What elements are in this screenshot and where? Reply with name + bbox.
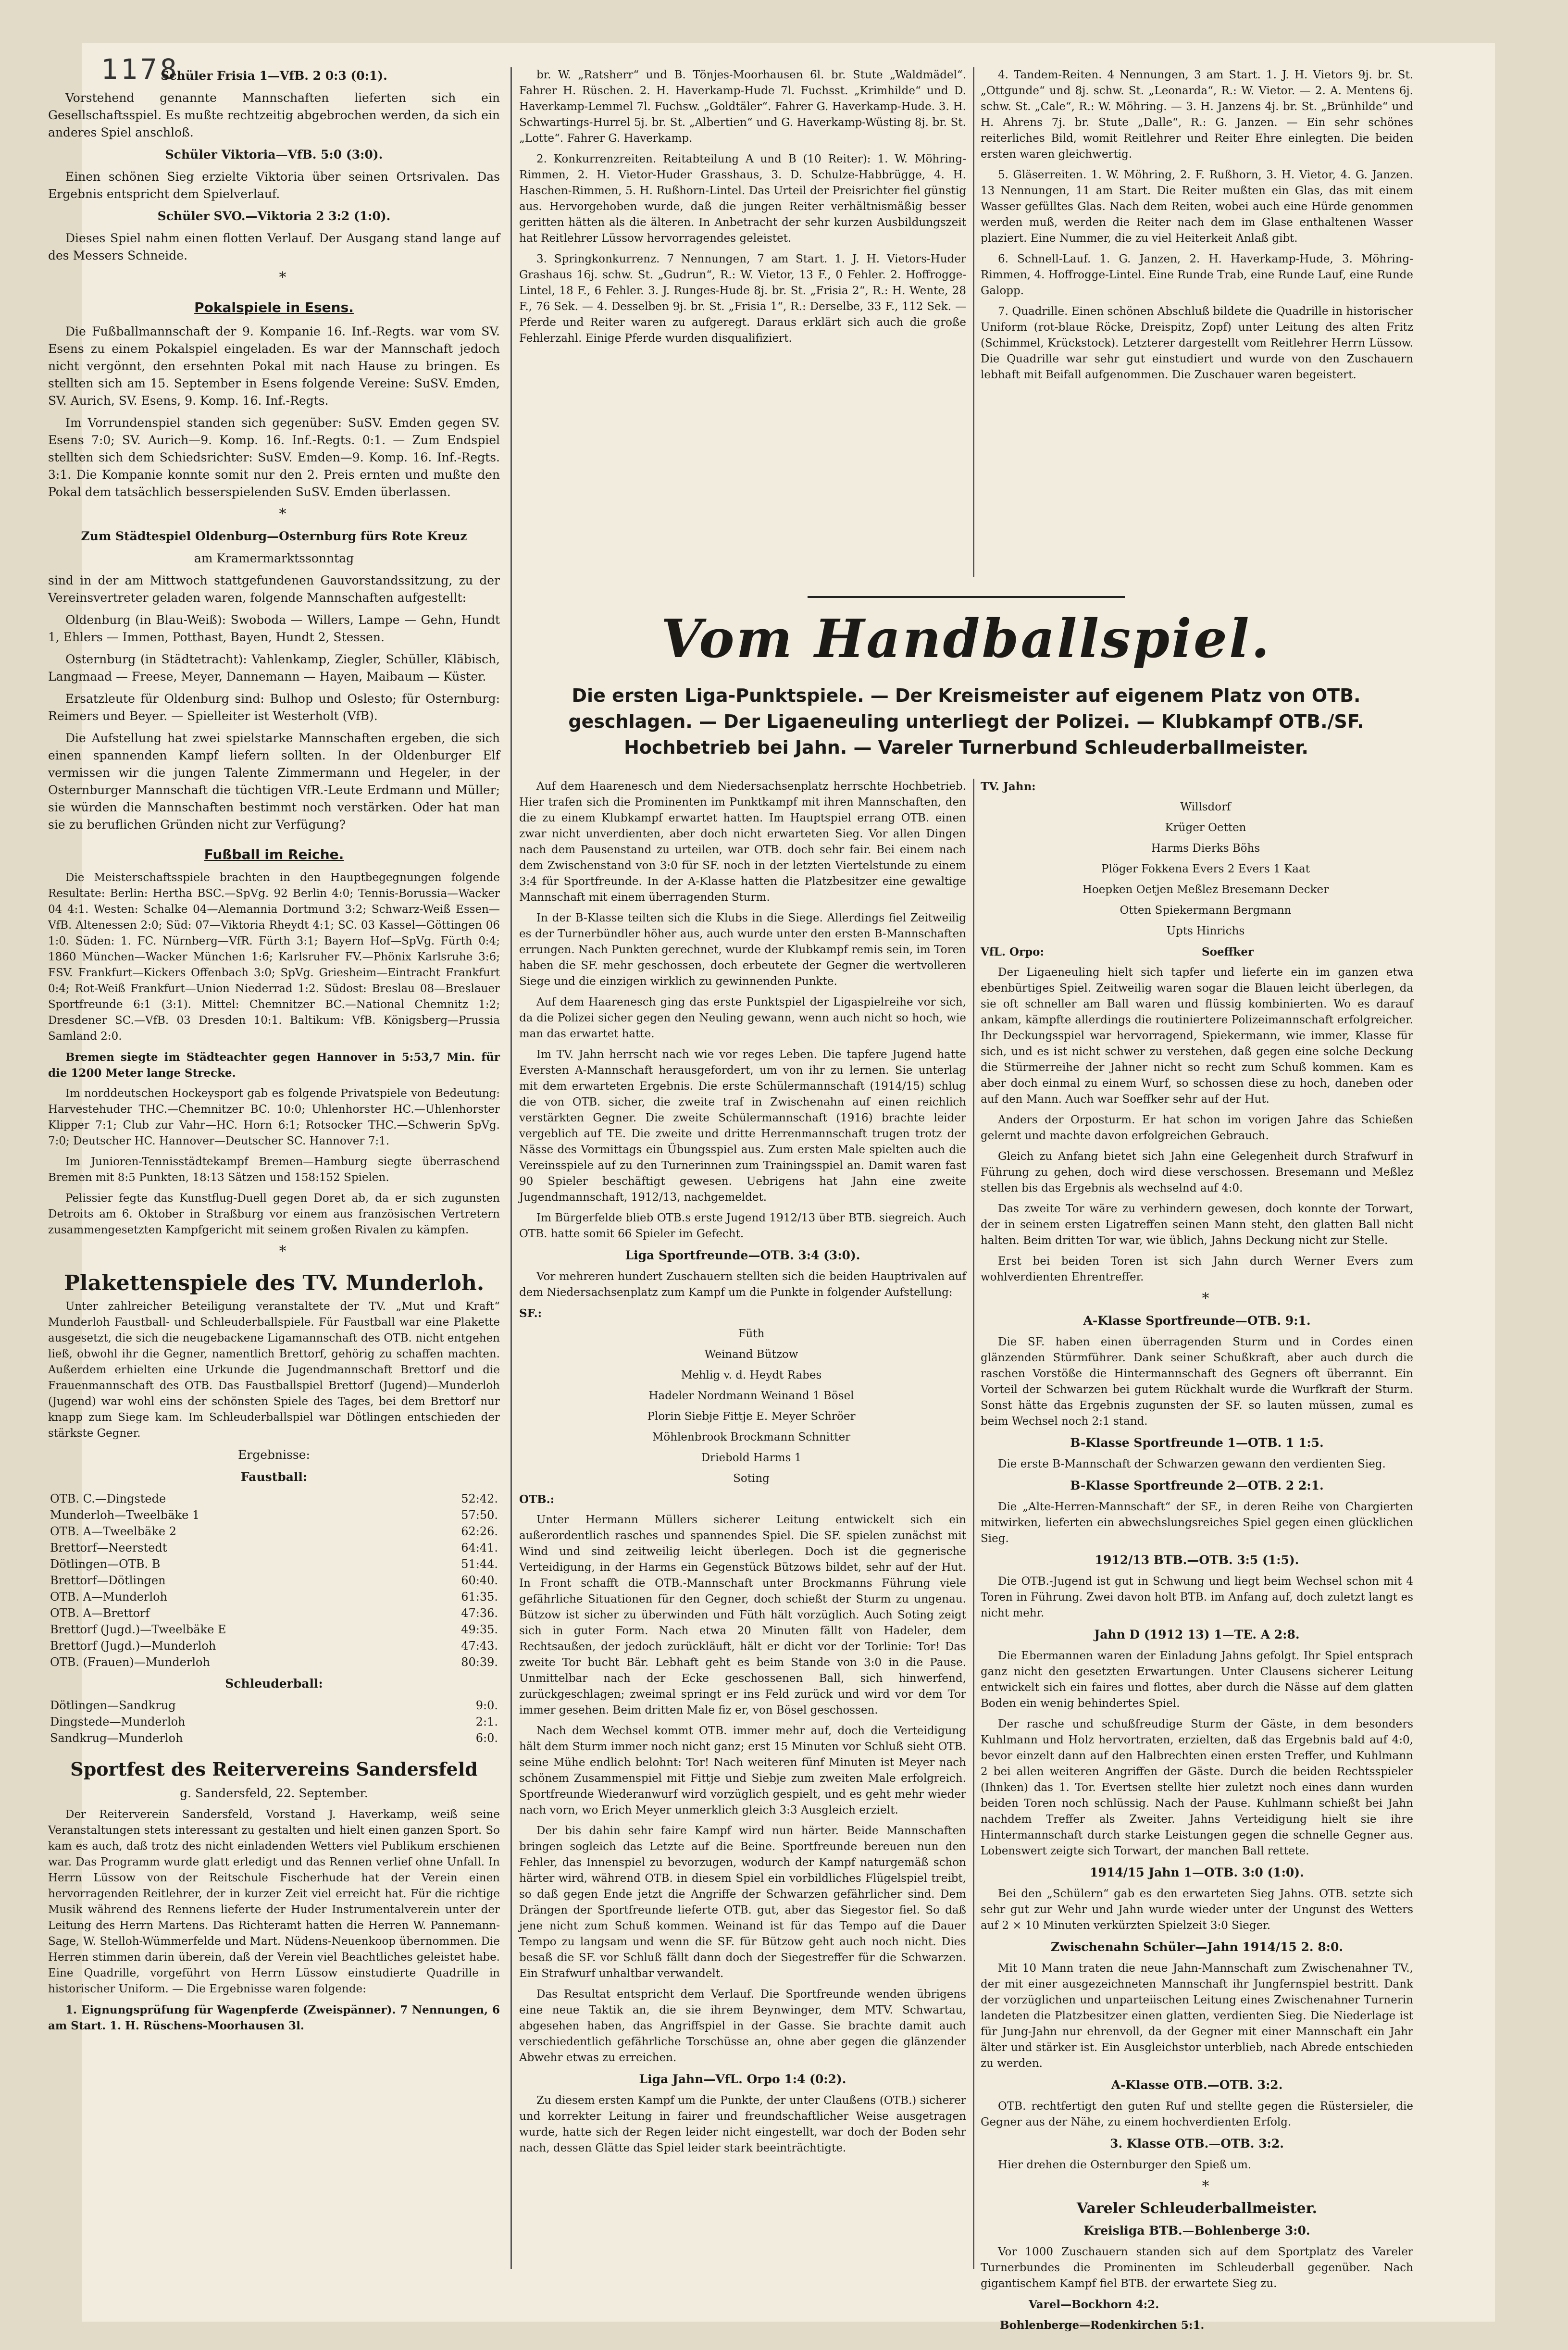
column-middle-bottom [519,779,966,2269]
article-paragraph: Unter zahlreicher Beteiligung veranstaltete der TV. „Mut und Kraft“ Munderloh Faustball- und Schleuderballspiele. Für Faustball war eine Plakette ausgesetzt, die sich die neugebackene Ligamannschaft des OTB. nicht entgehen ließ, obwohl ihr die Gegner, namentlich Brettorf, gehörig zu schaffen machten. Außerdem erhielten eine Urkunde die Jugendmannschaft Brettorf und die Frauenmannschaft des OTB. Das Faustballspiel Brettorf (Jugend)—Munderloh (Jugend) war wohl eins der schönsten Spiele des Tages, bei dem Brettorf nur knapp zum Siege kam. Im Schleuderballspiel war Dötlingen entschieden der stärkste Gegner. [48,1300,500,1440]
article-paragraph: 6. Schnell-Lauf. 1. G. Janzen, 2. H. Haverkamp-Hude, 3. Möhring-Rimmen, 4. Hoffrogge-Lintel. Eine Runde Trab, eine Runde Lauf, eine Runde Galopp. [981,253,1413,297]
result-match: Brettorf—Neerstedt [50,1541,167,1554]
article-paragraph: Der bis dahin sehr faire Kampf wird nun härter. Beide Mannschaften bringen sogleich das Letzte auf die Beine. Sportfreunde bereuen nun den Fehler, das Innenspiel zu bevorzugen, wodurch der Kampf naturgemäß schon härter wird, während OTB. in diesem Spiel ein vorbildliches Flügelspiel treibt, so daß gegen Ende jetzt die Angriffe der Schwarzen gefährlicher sind. Dem Drängen der Sportfreunde lieferte OTB. gut, aber das Siegestor fiel. So daß jene nicht zum Schuß kommen. Weinand ist für das Tempo auf die Dauer Tempo zu langsam und wenn die SF. für Bützow geht auch noch nicht. Dies besaß die SF. vor Schluß fällt dann doch der Siegestreffer für die Schwarzen. Ein Strafwurf unhaltbar verwandelt. [519,1825,966,1980]
result-match: OTB. A—Tweelbäke 2 [50,1525,177,1538]
match-heading: Liga Jahn—VfL. Orpo 1:4 (0:2). [639,2072,846,2086]
article-paragraph: Unter Hermann Müllers sicherer Leitung entwickelt sich ein außerordentlich rasches und spannendes Spiel. Die SF. spielen zunächst mit Wind und sind zeitweilig leicht überlegen. Doch ist die gegnerische Verteidigung, in der Harms ein Gegenstück Bützows bildet, sehr auf der Hut. In Front schafft die OTB.-Mannschaft unter Brockmanns Führung viele gefährliche Situationen für den Gegner, doch schießt der Sturm zu ungenau. Bützow ist sicher zu überwinden und Füth hält vorzüglich. Auch Soting zeigt sich in guter Form. Nach etwa 20 Minuten fällt von Hadeler, dem Rechtsaußen, der jedoch zurückläuft, hält er dicht vor der Torlinie: Tor! Das zweite Tor bucht Bär. Lebhaft geht es beim Stande von 3:0 in die Pause. Unmittelbar nach der Ecke geschossenen Ball, sich hinwerfend, zurückgeschlagen; zweimal springt er ins Feld zurück und wird vor dem Tor immer gesehen. Beim dritten Male fiz er, von Bösel geschossen. [519,1514,966,1716]
article-paragraph: Die Meisterschaftsspiele brachten in den Hauptbegegnungen folgende Resultate: Berlin: Hertha BSC.—SpVg. 92 Berlin 4:0; Tennis-Borussia—Wacker 04 4:1. Westen: Schalke 04—Alemannia Dortmund 3:2; Schwarz-Weiß Essen—VfB. Altenessen 2:0; Süd: 07—Viktoria Rheydt 4:1; SC. 03 Kassel—Göttingen 06 1:0. Süden: 1. FC. Nürnberg—VfR. Fürth 3:1; Bayern Hof—SpVg. Fürth 0:4; 1860 München—Wacker München 1:6; Karlsruher FV.—Phönix Karlsruhe 3:6; FSV. Frankfurt—Kickers Offenbach 3:0; SpVg. Griesheim—Eintracht Frankfurt 0:4; Rot-Weiß Frankfurt—Union Niederrad 1:2. Südost: Breslau 08—Breslauer Sportfreunde 6:1 (3:1). Mittel: Chemnitzer BC.—National Chemnitz 1:2; Dresdener SC.—VfB. 03 Dresden 10:1. Baltikum: VfB. Königsberg—Prussia Samland 2:0. [48,871,500,1043]
section-subheading: am Kramermarktssonntag [194,551,354,565]
article-paragraph: Die OTB.-Jugend ist gut in Schwung und liegt beim Wechsel schon mit 4 Toren in Führung. Zwei davon holt BTB. im Anfang auf, doch zuletzt langt es nicht mehr. [981,1575,1413,1619]
section-heading-munderloh: Plakettenspiele des TV. Munderloh. [63,1271,485,1295]
article-paragraph: Mit 10 Mann traten die neue Jahn-Mannschaft zum Zwischenahner TV., der mit einer ausgezeichneten Mannschaft ihr Jungfernspiel bestritt. Dank der vorzüglichen und unparteiischen Leitung eines Zwischenahner Turnerin landeten die Platzbesitzer einen glatten, verdienten Sieg. Die Niederlage ist für Jung-Jahn nur ehrenvoll, da der Gegner mit einer Mannschaft ein Jahr älter und stärker ist. Ein Ausgleichstor unterblieb, nach Abrede entschieden zu werden. [981,1962,1413,2070]
article-paragraph: Der Reiterverein Sandersfeld, Vorstand J. Haverkamp, weiß seine Veranstaltungen stets interessant zu gestalten und hielt einen ganzen Sport. So kam es auch, daß trotz des nicht einladenden Wetters viel Publikum erschienen war. Das Programm wurde glatt erledigt und das Rennen verlief ohne Unfall. In Herrn Lüssow von der Reitschule Fischerhude hat der Verein einen hervorragenden Reitlehrer, der in kurzer Zeit viel erreicht hat. Für die richtige Musik während des Rennens lieferte der Huder Instrumentalverein unter der Leitung des Herrn Martens. Das Richteramt hatten die Herren W. Pannemann-Sage, W. Stelloh-Wümmerfelde und Mart. Nüdens-Neuenkoop übernommen. Die Herren stimmen darin überein, daß der Verein viel Beachtliches geleistet habe. Eine Quadrille, vorgeführt von Herrn Lüssow einstudierte Quadrille in historischer Uniform. — Die Ergebnisse waren folgende: [48,1808,500,1995]
article-paragraph: 3. Springkonkurrenz. 7 Nennungen, 7 am Start. 1. J. H. Vietors-Huder Grashaus 16j. schw. St. „Gudrun“, R.: W. Vietor, 13 F., 0 Fehler. 2. Hoffrogge-Lintel, 18 F., 6 Fehler. 3. J. Runges-Hude 8j. br. St. „Frisia 2“, R.: H. Wente, 28 F., 76 Sek. — 4. Desselben 9j. br. St. „Frisia 1“, R.: Derselbe, 33 F., 112 Sek. — Pferde und Reiter waren zu aufgeregt. Daraus erklärt sich auch die große Fehlerzahl. Einige Pferde wurden disqualifiziert. [519,253,966,345]
lineup-row: Upts Hinrichs [1166,925,1245,937]
match-heading: 3. Klasse OTB.—OTB. 3:2. [1110,2137,1284,2151]
article-paragraph: sind in der am Mittwoch stattgefundenen Gauvorstandssitzung, zu der Vereinsvertreter geladen waren, folgende Mannschaften aufgestellt: [48,573,500,605]
result-match: OTB. C.—Dingstede [50,1492,166,1505]
lineup-goalkeeper: Soeffker [1202,945,1254,958]
result-score: 61:35. [461,1590,498,1604]
section-separator: * [1202,1290,1209,1307]
article-paragraph: Vor mehreren hundert Zuschauern stellten sich die beiden Hauptrivalen auf dem Niedersachsenplatz zum Kampf um die Punkte in folgender Aufstellung: [519,1270,966,1299]
section-heading-vareler: Vareler Schleuderballmeister. [1076,2200,1318,2217]
article-paragraph: Bei den „Schülern“ gab es den erwarteten Sieg Jahns. OTB. setzte sich sehr gut zur Wehr und Jahn wurde wieder unter der Ungunst des Wetters auf 2 × 10 Minuten verkürzten Spielzeit 3:0 Sieger. [981,1888,1413,1932]
section-separator: * [279,269,286,286]
article-paragraph: 4. Tandem-Reiten. 4 Nennungen, 3 am Start. 1. J. H. Vietors 9j. br. St. „Ottgunde“ und 8j. schw. St. „Leonarda“, R.: W. Vietor. — 2. A. Mentens 6j. schw. St. „Cale“, R.: W. Möhring. — 3. H. Janzens 4j. br. St. „Brünhilde“ und H. Ahrens 7j. br. Stute „Dalle“, R.: G. Janzen. — Ein sehr schönes reiterliches Bild, womit Reitlehrer und Reiter Ehre einlegten. Die beiden ersten waren gleichwertig. [981,69,1413,161]
result-score: 2:1. [475,1715,498,1728]
article-paragraph: Im norddeutschen Hockeysport gab es folgende Privatspiele von Bedeutung: Harvestehuder THC.—Chemnitzer BC. 10:0; Uhlenhorster HC.—Uhlenhorster Klipper 7:1; Club zur Vahr—HC. Horn 6:1; Rotsocker THC.—Schwerin SpVg. 7:0; Deutscher HC. Hannover—Deutscher SC. Hannover 7:1. [48,1087,500,1147]
result-match: Brettorf (Jugd.)—Tweelbäke E [50,1623,226,1636]
result-text: Vorstehend genannte Mannschaften lieferten sich ein Gesellschaftsspiel. Es mußte rechtzeitig abgebrochen werden, da sich ein anderes Spiel anschloß. [48,91,500,139]
column-divider [973,779,974,2269]
match-heading: Liga Sportfreunde—OTB. 3:4 (3:0). [625,1248,860,1262]
result-match: Dingstede—Munderloh [50,1715,186,1728]
column-divider [973,67,974,577]
result-row [48,1540,500,1556]
result-heading: Schüler SVO.—Viktoria 2 3:2 (1:0). [157,209,391,223]
result-row [48,1605,500,1621]
result-score: 47:36. [461,1606,498,1620]
result-row [48,1621,500,1638]
match-heading: B-Klasse Sportfreunde 1—OTB. 1 1:5. [1070,1436,1324,1450]
lineup-orpo [981,882,1413,960]
article-paragraph: Im Bürgerfelde blieb OTB.s erste Jugend 1912/13 über BTB. siegreich. Auch OTB. hatte somit 66 Spieler im Gefecht. [519,1212,966,1240]
result-match: OTB. A—Munderloh [50,1590,168,1604]
article-paragraph: Im Vorrundenspiel standen sich gegenüber: SuSV. Emden gegen SV. Esens 7:0; SV. Aurich—9. Komp. 16. Inf.-Regts. 0:1. — Zum Endspiel stellten sich dem Schiedsrichter: SuSV. Emden—9. Komp. 16. Inf.-Regts. 3:1. Die Kompanie konnte somit nur den 2. Preis ernten und mußte den Pokal dem tatsächlich besserspielenden SuSV. Emden überlassen. [48,416,500,499]
article-paragraph: Erst bei beiden Toren ist sich Jahn durch Werner Evers zum wohlverdienten Ehrentreffer. [981,1255,1413,1283]
lineup-row: Mehlig v. d. Heydt Rabes [681,1369,822,1381]
article-paragraph: Anders der Orposturm. Er hat schon im vorigen Jahre das Schießen gelernt und machte davon erfolgreichen Gebrauch. [981,1114,1413,1142]
result-match: Brettorf—Dötlingen [50,1574,166,1587]
lineup-row: Hoepken Oetjen Meßlez Bresemann Decker [1082,883,1329,896]
article-paragraph: Osternburg (in Städtetracht): Vahlenkamp, Ziegler, Schüller, Kläbisch, Langmaad — Freese, Meyer, Dannemann — Hayen, Maibaum — Küster. [48,652,500,684]
article-paragraph: Nach dem Wechsel kommt OTB. immer mehr auf, doch die Verteidigung hält dem Sturm immer noch nicht ganz; erst 15 Minuten vor Schluß sieht OTB. seine Mühe endlich belohnt: Tor! Nach weiteren fünf Minuten ist Meyer nach schönem Zusammenspiel mit Fittje und Siebje zum zweiten Male erfolgreich. Sportfreunde Wiederanwurf wird vorzüglich gespielt, und es geht mehr wieder nach vorn, wo Erich Meyer unmerklich gleich 3:3 Ausgleich erzielt. [519,1725,966,1816]
match-heading: A-Klasse Sportfreunde—OTB. 9:1. [1083,1314,1311,1328]
results-subheading: Schleuderball: [225,1677,323,1691]
article-paragraph: Der rasche und schußfreudige Sturm der Gäste, in dem besonders Kuhlmann und Holz hervortraten, erzielten, daß das Ergebnis bald auf 4:0, bevor einzelt dann auf den Halbrechten einen ersten Treffer, und Kuhlmann 2 bei allen weiteren Angriffen der Gäste. Durch die beiden Rechtsspieler (Ihnken) das 1. Tor. Evertsen stellte hier zuletzt noch eines dann wurden beiden Toren noch schlüssig. Nach der Pause. Kuhlmann schießt bei Jahn nachdem Treffer als Zweiter. Jahns Verteidigung hielt sie ihre Hintermannschaft durch starke Leistungen gegen die schnelle Gegner aus. Lobenswert zeigte sich Torwart, der manchen Ball rettete. [981,1718,1413,1857]
article-paragraph: Die Fußballmannschaft der 9. Kompanie 16. Inf.-Regts. war vom SV. Esens zu einem Pokalspiel eingeladen. Es war der Mannschaft jedoch nicht vergönnt, den ersehnten Pokal mit nach Hause zu bringen. Es stellten sich am 15. September in Esens folgende Vereine: SuSV. Emden, SV. Aurich, SV. Esens, 9. Komp. 16. Inf.-Regts. [48,324,500,408]
article-paragraph: Gleich zu Anfang bietet sich Jahn eine Gelegenheit durch Strafwurf in Führung zu gehen, doch wird diese verschossen. Bresemann und Meßlez stellen bis das Ergebnis als wechselnd auf 4:0. [981,1150,1413,1194]
result-match: OTB. A—Brettorf [50,1606,150,1620]
faustball-results-table [48,1491,500,1670]
match-heading: Kreisliga BTB.—Bohlenberge 3:0. [1083,2224,1310,2238]
lineup-row: Plorin Siebje Fittje E. Meyer Schröer [647,1410,856,1423]
lineup-sf [519,1306,966,1404]
article-paragraph: Auf dem Haarenesch und dem Niedersachsenplatz herrschte Hochbetrieb. Hier trafen sich die Prominenten im Punktkampf mit ihren Mannschaften, den die zu einem Klubkampf erwartet hatten. Im Hauptspiel errang OTB. einen zwar nicht unverdienten, aber doch nicht erwarteten Sieg. Vor allen Dingen nach dem Pausenstand zu urteilen, war OTB. doch sehr fair. Bei einem nach dem Zwischenstand von 3:0 für SF. noch in der letzten Viertelstunde zu einem 3:4 für Sportfreunde. In der A-Klasse hatten die Platzbesitzer eine gewaltige Mannschaft mit einem überragenden Sturm. [519,780,966,904]
result-score: 6:0. [475,1731,498,1745]
match-heading: 1914/15 Jahn 1—OTB. 3:0 (1:0). [1090,1865,1304,1879]
result-match: Brettorf (Jugd.)—Munderloh [50,1639,216,1653]
page-number: 1178 [101,53,180,86]
result-score: 49:35. [461,1623,498,1636]
headline-title: Vom Handballspiel. [661,608,1271,670]
result-score: 51:44. [461,1557,498,1571]
article-paragraph: Vor 1000 Zuschauern standen sich auf dem Sportplatz des Vareler Turnerbundes die Prominenten im Schleuderball gegenüber. Nach gigantischem Kampf fiel BTB. der erwartete Sieg zu. [981,2246,1413,2290]
result-row [48,1491,500,1507]
result-score: 47:43. [461,1639,498,1653]
result-match: Dötlingen—OTB. B [50,1557,161,1571]
result-score: 80:39. [461,1655,498,1669]
section-separator: * [279,1243,286,1260]
lineup-label-text: VfL. Orpo: [981,945,1044,958]
article-paragraph: Der Ligaeneuling hielt sich tapfer und lieferte ein im ganzen etwa ebenbürtiges Spiel. Zeitweilig waren sogar die Blauen leicht überlegen, da sie oft schneller am Ball waren und flüssig kombinierten. Wo es darauf ankam, kämpfte allerdings die routiniertere Polizeimannschaft erfolgreicher. Ihr Deckungsspiel war hervorragend, Spiekermann, wie immer, Klasse für sich, und es ist nicht schwer zu verstehen, daß gegen eine solche Deckung die Stürmerreihe der Jahner nicht so recht zum Schuß kommen. Kam es aber doch einmal zu einem Wurf, so schossen diese zu hoch, daneben oder auf den Mann. Auch war Soeffker sehr auf der Hut. [981,966,1413,1106]
match-heading: Jahn D (1912 13) 1—TE. A 2:8. [1094,1628,1300,1641]
lineup-row: Willsdorf [1180,801,1231,813]
schleuderball-results-table [48,1697,500,1746]
lineup-otb [519,1409,966,1507]
result-match: Munderloh—Tweelbäke 1 [50,1508,200,1522]
result-row [48,1572,500,1589]
lineup-row: Harms Dierks Böhs [1151,842,1260,855]
article-paragraph: 1. Eignungsprüfung für Wagenpferde (Zweispänner). 7 Nennungen, 6 am Start. 1. H. Rüschens-Moorhausen 3l. [48,2003,500,2032]
final-result: Bohlenberge—Rodenkirchen 5:1. [1000,2319,1205,2332]
lineup-row: Driebold Harms 1 [701,1452,802,1464]
match-heading: Zwischenahn Schüler—Jahn 1914/15 2. 8:0. [1050,1940,1344,1954]
column-left [48,67,500,2269]
result-row [48,1654,500,1670]
column-right-bottom [981,779,1413,2332]
result-row [48,1589,500,1605]
result-heading: Schüler Viktoria—VfB. 5:0 (3:0). [165,148,383,162]
result-text: Dieses Spiel nahm einen flotten Verlauf. Der Ausgang stand lange auf des Messers Schneide. [48,231,500,262]
article-paragraph: Die Ebermannen waren der Einladung Jahns gefolgt. Ihr Spiel entsprach ganz nicht den gesetzten Erwartungen. Unter Clausens sicherer Leitung entwickelt sich ein faires und flottes, aber durch die Nässe auf dem glatten Boden ein wenig behindertes Spiel. [981,1650,1413,1710]
result-text: Einen schönen Sieg erzielte Viktoria über seinen Ortsrivalen. Das Ergebnis entspricht dem Spielverlauf. [48,170,500,201]
match-heading: A-Klasse OTB.—OTB. 3:2. [1111,2078,1283,2092]
article-paragraph: Die erste B-Mannschaft der Schwarzen gewann den verdienten Sieg. [998,1458,1386,1470]
article-paragraph: Die SF. haben einen überragenden Sturm und in Cordes einen glänzenden Stürmführer. Dank seiner Schußkraft, aber auch durch die raschen Vorstöße die Hintermannschaft des Gegners oft überrannt. Ein Vorteil der Schwarzen bei gutem Rückhalt wurde die Wurfkraft der Sturm. Sonst hätte das Ergebnis zugunsten der SF. so lauten müssen, zumal es beim Wechsel noch 2:1 stand. [981,1336,1413,1428]
results-subheading: Faustball: [240,1470,308,1484]
article-paragraph: br. W. „Ratsherr“ und B. Tönjes-Moorhausen 6l. br. Stute „Waldmädel“. Fahrer H. Rüschen. 2. H. Haverkamp-Hude 7l. Fuchsst. „Krimhilde“ und D. Haverkamp-Lemmel 7l. Fuchsw. „Goldtäler“. Fahrer G. Haverkamp-Hude. 3. H. Schwartings-Hurrel 5j. br. St. „Albertien“ und G. Haverkamp-Wüsting 8j. br. St. „Lotte“. Fahrer G. Haverkamp. [519,69,966,145]
match-heading: 1912/13 BTB.—OTB. 3:5 (1:5). [1095,1553,1299,1567]
article-paragraph: 5. Gläserreiten. 1. W. Möhring, 2. F. Rußhorn, 3. H. Vietor, 4. G. Janzen. 13 Nennungen, 11 am Start. Die Reiter mußten ein Glas, das mit einem Wasser gefülltes Glas. Nach dem Reiten, wobei auch eine Hürde genommen werden muß, werden die Reiter nach dem im Glase enthaltenen Wasser plaziert. Eine Nummer, die zu viel Heiterkeit Anlaß gibt. [981,169,1413,245]
result-row [48,1638,500,1654]
section-separator: * [1202,2178,1209,2195]
article-paragraph: OTB. rechtfertigt den guten Ruf und stellte gegen die Rüstersieler, die Gegner aus der Nähe, zu einem hochverdienten Erfolg. [981,2100,1413,2128]
article-paragraph: Zu diesem ersten Kampf um die Punkte, der unter Claußens (OTB.) sicherer und korrekter Leitung in fairer und freundschaftlicher Weise ausgetragen wurde, hatte sich der Regen leider nicht eingestellt, war doch der Boden sehr nach, dessen Glätte das Spiel leider stark beeinträchtigte. [519,2094,966,2154]
article-paragraph: Im Junioren-Tennisstädtekampf Bremen—Hamburg siegte überraschend Bremen mit 8:5 Punkten, 18:13 Sätzen und 158:152 Spielen. [48,1156,500,1184]
article-paragraph: 2. Konkurrenzreiten. Reitabteilung A und B (10 Reiter): 1. W. Möhring-Rimmen, 2. H. Vietor-Huder Grasshaus, 3. D. Schulze-Habbrügge, 4. H. Haschen-Rimmen, 5. H. Rußhorn-Lintel. Das Urteil der Preisrichter fiel günstig aus. Hervorgehoben wurde, daß die jungen Reiter verhältnismäßig besser geritten hätten als die älteren. In Anbetracht der sehr kurzen Ausbildungszeit hat Reitlehrer Lüssow hervorragendes geleistet. [519,153,966,245]
result-score: 9:0. [475,1699,498,1712]
section-heading-pokal: Pokalspiele in Esens. [194,299,354,315]
lineup-row: Plöger Fokkena Evers 2 Evers 1 Kaat [1101,863,1310,875]
article-paragraph: Im TV. Jahn herrscht nach wie vor reges Leben. Die tapfere Jugend hatte Eversten A-Mannschaft herausgefordert, um von ihr zu lernen. Sie unterlag mit dem erwarteten Ergebnis. Die erste Schülermannschaft (1914/15) schlug die von OTB. sicher, die zweite traf in Zwischenahn auf einen reichlich verstärkten Gegner. Die zweite Schülermannschaft (1916) brachte leider vergeblich auf TE. Die zweite und dritte Herrenmannschaft trugen trotz der Nässe des Vormittags ein Übungsspiel aus. Zum ersten Male spielten auch die Vereinsspiele auf zu den Turnerinnen zum Trainingsspiel an. Damit waren fast 90 Spieler beschäftigt gewesen. Uebrigens hat Jahn eine zweite Jugendmannschaft, 1912/13, nachgemeldet. [519,1048,966,1204]
section-subheading: g. Sandersfeld, 22. September. [180,1786,368,1800]
result-heading: Schüler Frisia 1—VfB. 2 0:3 (0:1). [161,69,387,83]
article-paragraph: 7. Quadrille. Einen schönen Abschluß bildete die Quadrille in historischer Uniform (rot-blaue Röcke, Dreispitz, Zopf) unter Leitung des alten Fritz (Schimmel, Krückstock). Letzterer dargestellt vom Reitlehrer Herrn Lüssow. Die Quadrille war sehr gut einstudiert und wurde von den Zuschauern lebhaft mit Beifall aufgenommen. Die Zuschauer waren begeistert. [981,305,1413,381]
article-paragraph: Die Aufstellung hat zwei spielstarke Mannschaften ergeben, die sich einen spannenden Kampf liefern sollten. In der Oldenburger Elf vermissen wir die jungen Talente Zimmermann und Hegeler, in der Osternburger Mannschaft die tüchtigen VfR.-Leute Erdmann und Müller; sie würden die Mannschaften bestimmt noch verstärken. Oder hat man sie zu beruflichen Gründen nicht zur Verfügung? [48,731,500,832]
result-score: 52:42. [461,1492,498,1505]
headline-subline: Die ersten Liga-Punktspiele. — Der Kreismeister auf eigenem Platz von OTB. geschlagen. — Der Ligaeneuling unterliegt der Polizei. — Klubkampf OTB./SF. Hochbetrieb bei Jahn. — Vareler Turnerbund Schleuderballmeister. [568,685,1364,758]
lineup-row: Krüger Oetten [1165,821,1246,834]
article-paragraph: Hier drehen die Osternburger den Spieß um. [998,2159,1252,2171]
result-row [48,1714,500,1730]
result-row [48,1507,500,1523]
result-row [48,1523,500,1540]
section-heading-reich: Fußball im Reiche. [204,846,344,862]
section-heading-reiterverein: Sportfest des Reitervereins Sandersfeld [70,1758,478,1780]
result-match: Dötlingen—Sandkrug [50,1699,176,1712]
lineup-row: Otten Spiekermann Bergmann [1120,904,1292,917]
results-heading: Ergebnisse: [238,1448,310,1462]
article-paragraph: Auf dem Haarenesch ging das erste Punktspiel der Ligaspielreihe vor sich, da die Polizei sicher gegen den Neuling gewann, wenn auch nicht so hoch, wie man das erwartet hatte. [519,996,966,1040]
result-score: 57:50. [461,1508,498,1522]
result-row [48,1697,500,1714]
result-score: 64:41. [461,1541,498,1554]
lineup-row: Füth [738,1328,765,1340]
article-paragraph: Die „Alte-Herren-Mannschaft“ der SF., in deren Reihe von Chargierten mitwirken, lieferten ein abwechslungsreiches Spiel gegen einen glücklichen Sieg. [981,1501,1413,1545]
article-paragraph: Das zweite Tor wäre zu verhindern gewesen, doch konnte der Torwart, der in seinem ersten Ligatreffen seinen Mann steht, den glatten Ball nicht halten. Beim dritten Tor war, wie üblich, Jahns Deckung nicht zur Stelle. [981,1203,1413,1247]
final-result: Varel—Bockhorn 4:2. [1029,2298,1159,2311]
article-paragraph: Das Resultat entspricht dem Verlauf. Die Sportfreunde wenden übrigens eine neue Taktik an, die sie ihrem Beynwinger, dem MTV. Schwartau, abgesehen haben, das Angriffspiel in der Gasse. Sie brachte damit auch verschiedentlich gefährliche Torschüsse an, ohne aber gegen die glänzender Abwehr etwas zu erreichen. [519,1988,966,2064]
section-heading-staedtespiel: Zum Städtespiel Oldenburg—Osternburg fürs Rote Kreuz [81,529,467,543]
result-score: 60:40. [461,1574,498,1587]
article-paragraph: Pelissier fegte das Kunstflug-Duell gegen Doret ab, da er sich zugunsten Detroits am 6. Oktober in Straßburg vor einem aus französischen Vertretern zusammengesetzten Kampfgericht mit seinem großen Rivalen zu kämpfen. [48,1192,500,1236]
result-match: OTB. (Frauen)—Munderloh [50,1655,210,1669]
result-match: Sandkrug—Munderloh [50,1731,183,1745]
section-separator: * [279,506,286,522]
article-paragraph: Oldenburg (in Blau-Weiß): Swoboda — Willers, Lampe — Gehn, Hundt 1, Ehlers — Immen, Potthast, Bayen, Hundt 2, Stessen. [48,613,500,644]
lineup-label [981,944,1413,960]
lineup-label: TV. Jahn: [981,780,1036,793]
result-row [48,1730,500,1746]
lineup-row: Weinand Bützow [704,1348,798,1361]
article-paragraph: Bremen siegte im Städteachter gegen Hannover in 5:53,7 Min. für die 1200 Meter lange Strecke. [48,1051,500,1080]
column-divider [510,67,512,2269]
article-paragraph: In der B-Klasse teilten sich die Klubs in die Siege. Allerdings fiel Zeitweilig es der Turnerbündler höher aus, auch wurde unter den ersten B-Mannschaften errungen. Nach Punkten gerechnet, wurde der Klubkampf remis sein, im Toren haben die SF. mehr geschossen, doch erbeutete der Gegner die wertvolleren Siege und die einzigen wirklich zu gewinnenden Punkte. [519,912,966,988]
result-row [48,1556,500,1572]
article-paragraph: Ersatzleute für Oldenburg sind: Bulhop und Oslesto; für Osternburg: Reimers und Beyer. — Spielleiter ist Westerholt (VfB). [48,692,500,723]
match-heading: B-Klasse Sportfreunde 2—OTB. 2 2:1. [1070,1479,1324,1492]
column-right-top [981,67,1413,577]
lineup-label: OTB.: [519,1493,555,1506]
lineup-row: Soting [733,1472,770,1485]
headline-block [519,596,1413,760]
headline-rule [808,596,1125,598]
lineup-label: SF.: [519,1307,542,1320]
lineup-row: Hadeler Nordmann Weinand 1 Bösel [648,1390,854,1402]
result-score: 62:26. [461,1525,498,1538]
lineup-row: Möhlenbrook Brockmann Schnitter [652,1431,851,1443]
lineup-jahn [981,779,1413,877]
column-middle-top [519,67,966,577]
